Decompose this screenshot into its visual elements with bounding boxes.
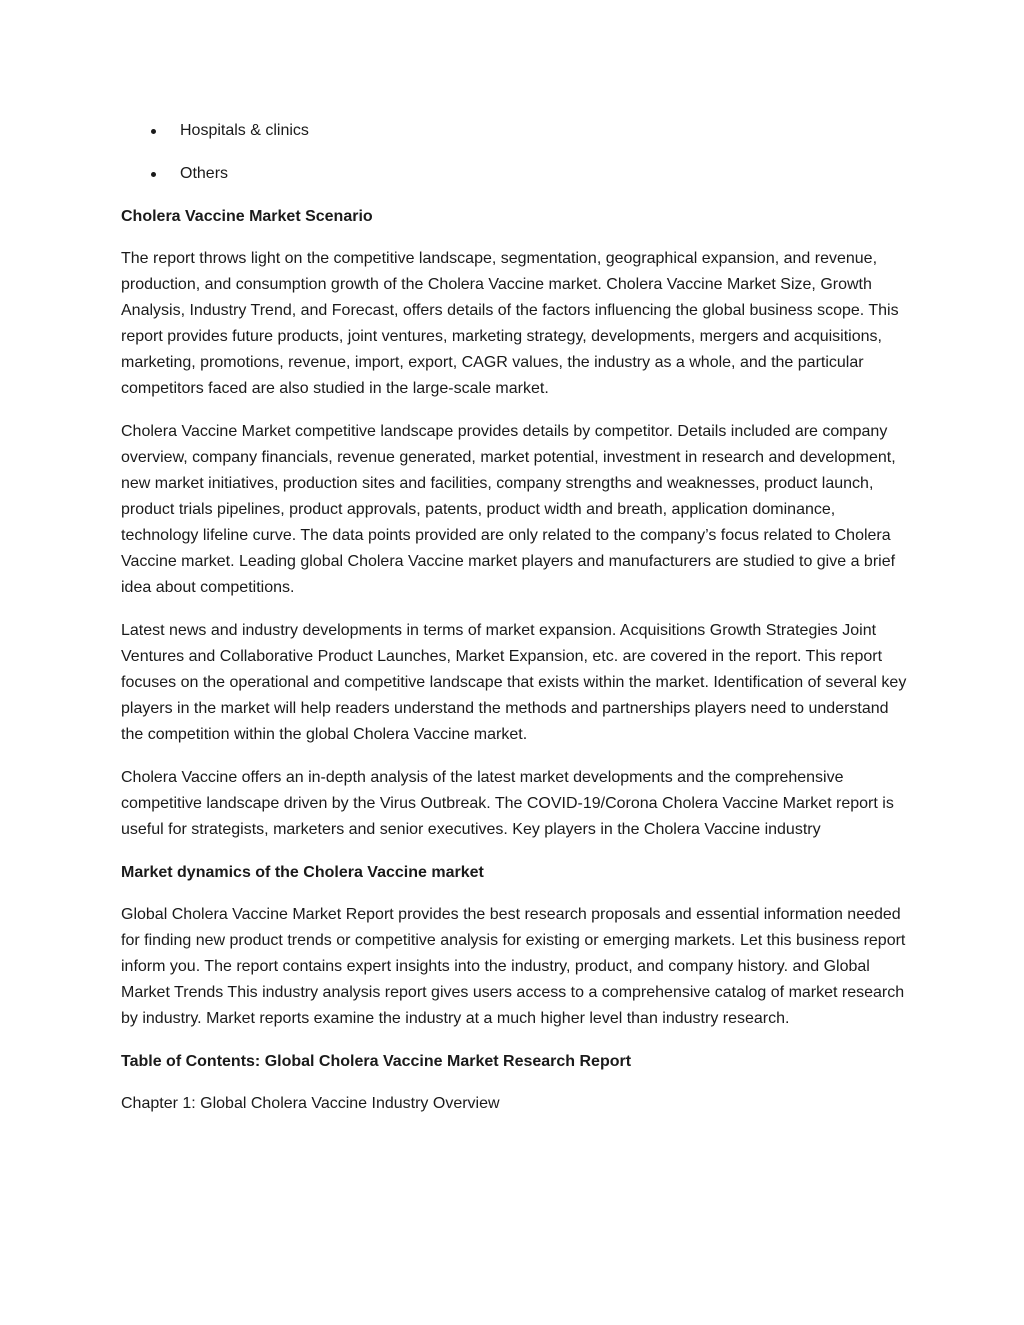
paragraph: Latest news and industry developments in terms of market expansion. Acquisitions Growth Strategies Joint Ventures and Collaborative Product Launches, Market Expansion, etc. are covered in the report. This report focuses on the operational and competitive landscape that exists within the market. Identification of several key players in the market will help readers understand the methods and partnerships players need to understand the competition within the global Cholera Vaccine market.	[121, 622, 907, 743]
chapter-entry: Chapter 1: Global Cholera Vaccine Industry Overview	[121, 1095, 500, 1112]
bullet-list	[121, 118, 907, 187]
section-heading-table-of-contents: Table of Contents: Global Cholera Vaccine Market Research Report	[121, 1053, 632, 1070]
section-heading-market-dynamics: Market dynamics of the Cholera Vaccine market	[121, 864, 484, 881]
paragraph: Global Cholera Vaccine Market Report provides the best research proposals and essential information needed for finding new product trends or competitive analysis for existing or emerging markets. Let this business report inform you. The report contains expert insights into the industry, product, and company history. and Global Market Trends This industry analysis report gives users access to a comprehensive catalog of market research by industry. Market reports examine the industry at a much higher level than industry research.	[121, 906, 906, 1027]
document-page	[121, 118, 907, 1134]
section-heading-market-scenario: Cholera Vaccine Market Scenario	[121, 208, 373, 225]
bullet-item	[121, 118, 907, 144]
bullet-icon	[151, 129, 156, 134]
bullet-text: Hospitals & clinics	[180, 122, 309, 139]
bullet-icon	[151, 172, 156, 177]
paragraph: The report throws light on the competitive landscape, segmentation, geographical expansion, and revenue, production, and consumption growth of the Cholera Vaccine market. Cholera Vaccine Market Size, Growth Analysis, Industry Trend, and Forecast, offers details of the factors influencing the global business scope. This report provides future products, joint ventures, marketing strategy, developments, mergers and acquisitions, marketing, promotions, revenue, import, export, CAGR values, the industry as a whole, and the particular competitors faced are also studied in the large-scale market.	[121, 250, 899, 397]
paragraph: Cholera Vaccine Market competitive landscape provides details by competitor. Details included are company overview, company financials, revenue generated, market potential, investment in research and development, new market initiatives, production sites and facilities, company strengths and weaknesses, product launch, product trials pipelines, product approvals, patents, product width and breath, application dominance, technology lifeline curve. The data points provided are only related to the company’s focus related to Cholera Vaccine market. Leading global Cholera Vaccine market players and manufacturers are studied to give a brief idea about competitions.	[121, 423, 896, 596]
bullet-item	[121, 161, 907, 187]
bullet-text: Others	[180, 165, 229, 182]
paragraph: Cholera Vaccine offers an in-depth analysis of the latest market developments and the comprehensive competitive landscape driven by the Virus Outbreak. The COVID-19/Corona Cholera Vaccine Market report is useful for strategists, marketers and senior executives. Key players in the Cholera Vaccine industry	[121, 769, 894, 838]
